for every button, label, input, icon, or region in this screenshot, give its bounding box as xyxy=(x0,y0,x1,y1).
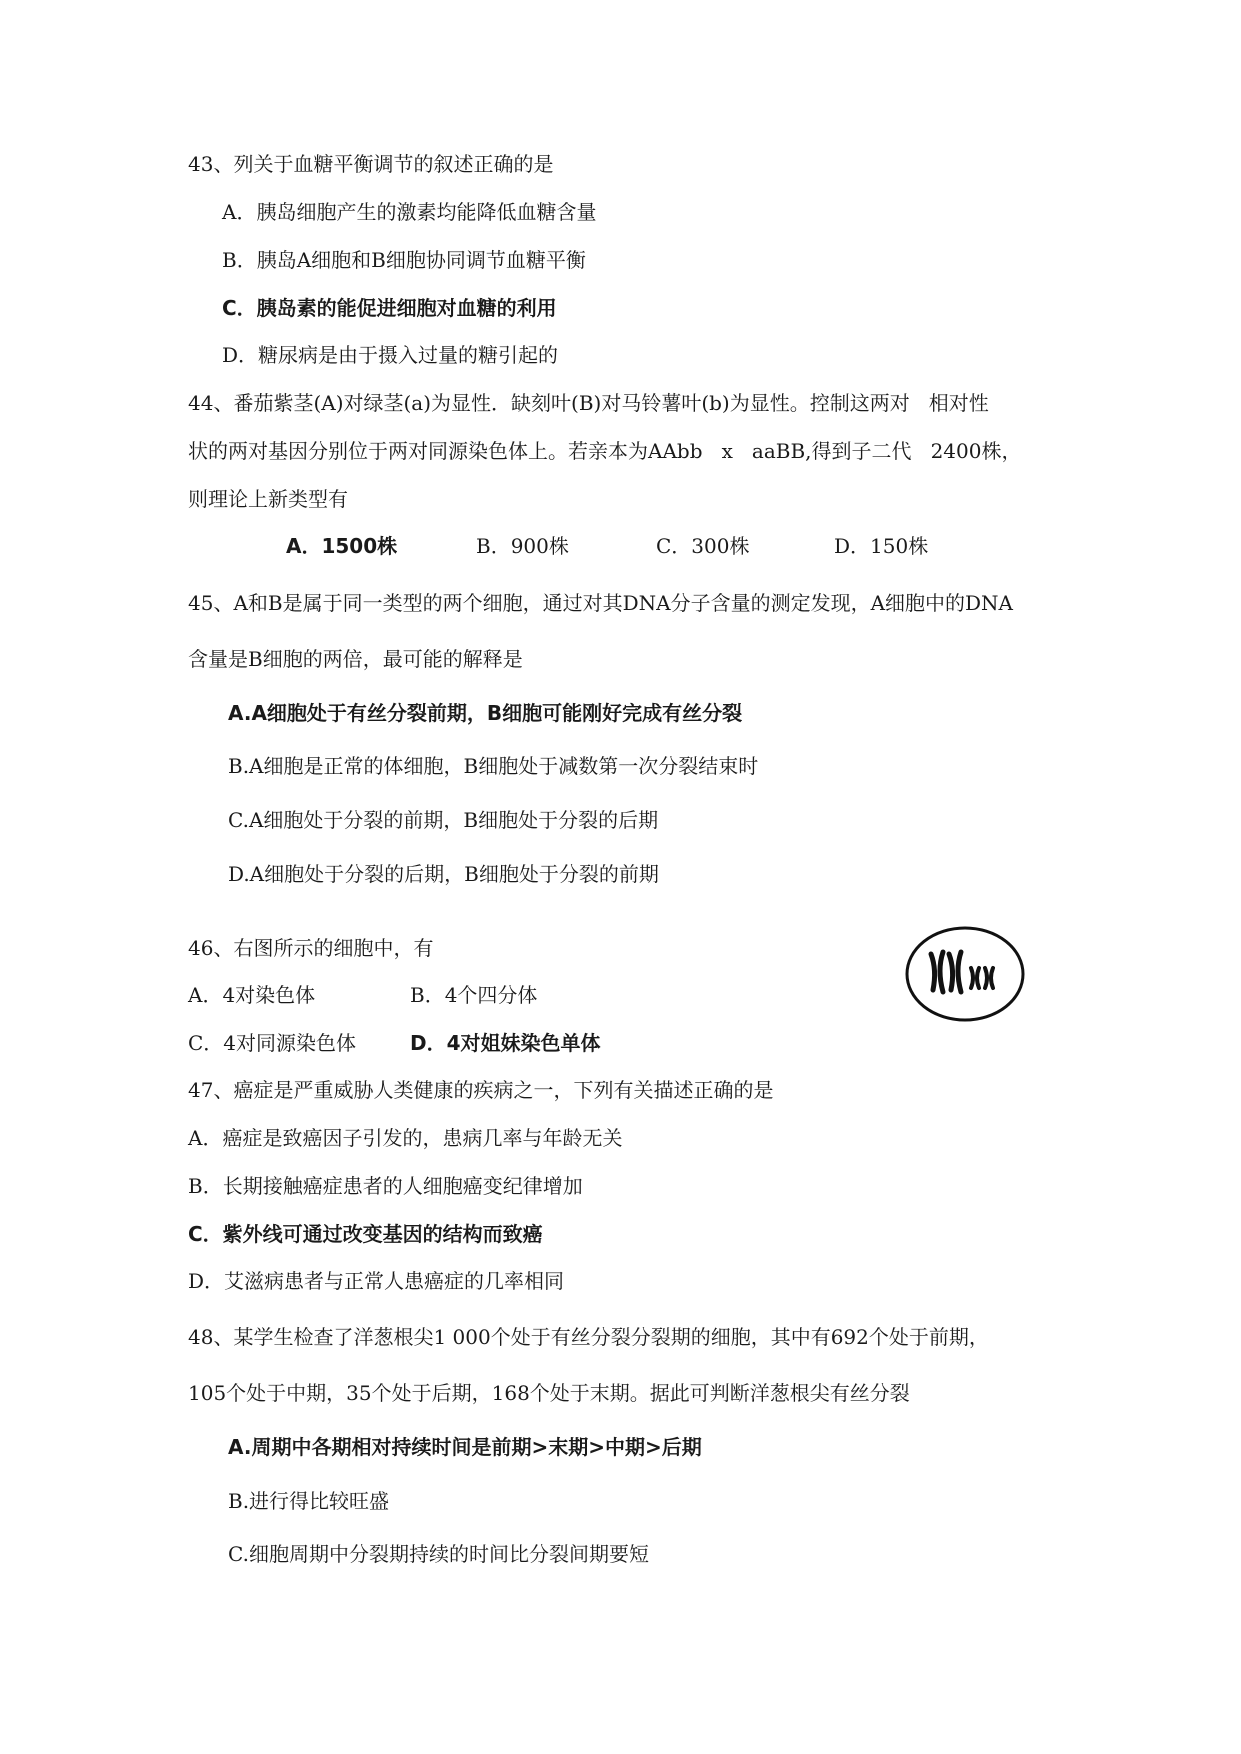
q48-option-b: B.进行得比较旺盛 xyxy=(228,1489,390,1513)
q48-stem-line2: 105个处于中期，35个处于后期，168个处于末期。据此可判断洋葱根尖有丝分裂 xyxy=(188,1381,910,1405)
q45-option-b: B.A细胞是正常的体细胞，B细胞处于减数第一次分裂结束时 xyxy=(228,754,759,778)
q45-option-d: D.A细胞处于分裂的后期，B细胞处于分裂的前期 xyxy=(228,862,659,886)
q43-stem: 43、列关于血糖平衡调节的叙述正确的是 xyxy=(188,152,554,176)
q44-stem-line3: 则理论上新类型有 xyxy=(188,487,348,511)
q44-option-b: B．900株 xyxy=(476,534,569,558)
q45-stem-line2: 含量是B细胞的两倍，最可能的解释是 xyxy=(188,647,523,671)
q46-option-c: C．4对同源染色体 xyxy=(188,1031,357,1055)
q46-option-d: D．4对姐妹染色单体 xyxy=(410,1031,601,1055)
q44-option-a: A．1500株 xyxy=(286,534,398,558)
q45-option-a: A.A细胞处于有丝分裂前期，B细胞可能刚好完成有丝分裂 xyxy=(228,701,743,725)
q48-stem-line1: 48、某学生检查了洋葱根尖1 000个处于有丝分裂分裂期的细胞，其中有692个处于前期， xyxy=(188,1325,989,1349)
q47-option-c: C．紫外线可通过改变基因的结构而致癌 xyxy=(188,1222,543,1246)
q47-option-b: B．长期接触癌症患者的人细胞癌变纪律增加 xyxy=(188,1174,583,1198)
q45-option-c: C.A细胞处于分裂的前期，B细胞处于分裂的后期 xyxy=(228,808,659,832)
q43-option-a: A．胰岛细胞产生的激素均能降低血糖含量 xyxy=(222,200,597,224)
q46-option-b: B．4个四分体 xyxy=(410,983,538,1007)
cell-chromosome-diagram-icon xyxy=(903,924,1027,1024)
q44-stem-line2: 状的两对基因分别位于两对同源染色体上。若亲本为AAbb x aaBB,得到子二代 2400株， xyxy=(188,439,1022,463)
q45-stem-line1: 45、A和B是属于同一类型的两个细胞，通过对其DNA分子含量的测定发现，A细胞中的DNA xyxy=(188,591,1013,615)
q47-option-d: D．艾滋病患者与正常人患癌症的几率相同 xyxy=(188,1269,565,1293)
q46-option-a: A．4对染色体 xyxy=(188,983,316,1007)
q44-option-c: C．300株 xyxy=(656,534,750,558)
q43-option-c: C．胰岛素的能促进细胞对血糖的利用 xyxy=(222,296,557,320)
q48-option-c: C.细胞周期中分裂期持续的时间比分裂间期要短 xyxy=(228,1542,649,1566)
q44-stem-line1: 44、番茄紫茎(A)对绿茎(a)为显性．缺刻叶(B)对马铃薯叶(b)为显性。控制这两对 相对性 xyxy=(188,391,989,415)
q44-option-d: D．150株 xyxy=(834,534,929,558)
q47-option-a: A．癌症是致癌因子引发的，患病几率与年龄无关 xyxy=(188,1126,623,1150)
q43-option-b: B．胰岛A细胞和B细胞协同调节血糖平衡 xyxy=(222,248,586,272)
q47-stem: 47、癌症是严重威胁人类健康的疾病之一，下列有关描述正确的是 xyxy=(188,1078,774,1102)
q43-option-d: D．糖尿病是由于摄入过量的糖引起的 xyxy=(222,343,559,367)
q46-stem: 46、右图所示的细胞中，有 xyxy=(188,936,434,960)
q48-option-a: A.周期中各期相对持续时间是前期>末期>中期>后期 xyxy=(228,1435,702,1459)
